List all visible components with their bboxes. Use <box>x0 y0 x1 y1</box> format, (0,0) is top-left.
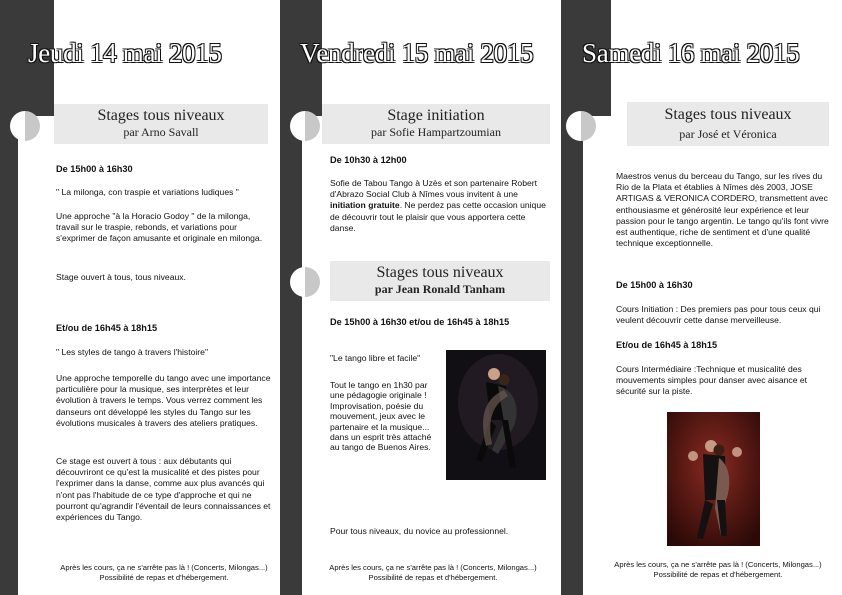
panel1-footer <box>30 563 298 583</box>
panel1-para3: Une approche temporelle du tango avec une importance particulière pour la musique, ses interprètes et leur évolution à travers le temps. Vous verrez comment les danseurs ont développé les styles du Tango sur les évolutions musicales à travers des ateliers pratiques. <box>56 373 271 428</box>
panel2-para1-bold: initiation gratuite <box>330 200 400 211</box>
panel3-para2: Cours Initiation : Des premiers pas pour tous ceux qui veulent découvrir cette danse merveilleuse. <box>616 304 821 326</box>
panel2-footer <box>302 563 564 583</box>
tango-couple-photo-1 <box>446 350 546 480</box>
panel1-half-circle-icon <box>10 111 40 141</box>
panel3-header-title: Stages tous niveaux <box>664 106 792 123</box>
panel2-header <box>322 104 550 144</box>
panel2-quote: "Le tango libre et facile" <box>330 353 421 363</box>
panel3-date: Samedi 16 mai 2015 <box>582 38 800 68</box>
panel3-para1: Maestros venus du berceau du Tango, sur les rives du Rio de la Plata et établies à Nîmes dès 2003, JOSE ARTIGAS & VERONICA CORDERO, transmettent avec enthousiasme et générosité leur expérience et leur passion pour le tango argentin. Le tango qu'ils font vivre est authentique, riche de sentiment et d'une qualité technique exceptionnelle. <box>616 171 829 249</box>
panel1-time2: Et/ou de 16h45 à 18h15 <box>56 323 158 333</box>
panel3-footer <box>583 560 842 580</box>
panel3-footer-line1: Après les cours, ça ne s'arrête pas là ! (Concerts, Milongas...) <box>614 560 822 569</box>
panel2-footer-line1: Après les cours, ça ne s'arrête pas là ! (Concerts, Milongas...) <box>329 563 537 572</box>
panel2-header-title: Stage initiation <box>387 107 485 124</box>
panel2-header2-title: Stages tous niveaux <box>376 264 504 281</box>
panel3-header <box>627 102 829 146</box>
panel1-para1: Une approche "à la Horacio Godoy " de la milonga, travail sur le traspie, rebonds, et variations pour s'exprimer de façon amusante et originale en milonga. <box>56 211 263 244</box>
panel1-header-subtitle: par Arno Savall <box>123 125 199 139</box>
panel2-header2 <box>330 261 550 301</box>
panel1-header-title: Stages tous niveaux <box>97 107 225 124</box>
panel3-time2: Et/ou de 16h45 à 18h15 <box>616 340 718 350</box>
panel2-half-circle-icon <box>290 111 320 141</box>
panel3-para3: Cours Intermédiaire :Technique et musicalité des mouvements simples pour danser avec aisance et sécurité sur la piste. <box>616 364 808 397</box>
panel2-time2: De 15h00 à 16h30 et/ou de 16h45 à 18h15 <box>330 317 510 327</box>
panel3-footer-line2: Possibilité de repas et d'hébergement. <box>653 570 783 579</box>
panel1-quote1: " La milonga, con traspie et variations ludiques " <box>56 187 239 197</box>
panel1-date: Jeudi 14 mai 2015 <box>28 38 222 68</box>
panel2-para1 <box>330 178 550 234</box>
left-dark-band <box>0 0 18 595</box>
panel2-header-subtitle: par Sofie Hampartzoumian <box>371 125 501 139</box>
panel2-time1: De 10h30 à 12h00 <box>330 155 407 165</box>
panel1-footer-line2: Possibilité de repas et d'hébergement. <box>99 573 229 582</box>
panel2-para3: Pour tous niveaux, du novice au professionnel. <box>330 526 509 536</box>
panel3-time1: De 15h00 à 16h30 <box>616 280 693 290</box>
panel2-date: Vendredi 15 mai 2015 <box>300 38 534 68</box>
panel1-footer-line1: Après les cours, ça ne s'arrête pas là ! (Concerts, Milongas...) <box>60 563 268 572</box>
panel1-para4: Ce stage est ouvert à tous : aux débutants qui découvriront ce qu'est la musicalité et des pistes pour l'exprimer dans la danse, comme aux plus avancés qui n'ont pas l'habitude de ce type d'approche et qui ne pourront qu'agrandir l'éventail de leurs connaissances et expériences du Tango. <box>56 456 271 523</box>
panel2-footer-line2: Possibilité de repas et d'hébergement. <box>368 573 498 582</box>
panel3-half-circle-icon <box>566 111 596 141</box>
tango-couple-photo-2 <box>667 412 760 546</box>
panel2-para1-end: . Ne perdez pas cette occasion unique de découvrir tout le plaisir que vous apportera cette danse. <box>330 200 546 233</box>
panel2-para1-start: Sofie de Tabou Tango à Uzès et son partenaire Robert d'Abrazo Social Club à Nîmes vous invitent à une <box>330 178 538 200</box>
panel1-header <box>54 104 268 144</box>
panel2-para2: Tout le tango en 1h30 par une pédagogie originale ! Improvisation, poésie du mouvement, jeux avec le partenaire et la musique... dans un esprit très attaché au tango de Buenos Aires. <box>330 380 432 453</box>
panel2-header2-subtitle: par Jean Ronald Tanham <box>374 282 506 296</box>
panel1-quote2: " Les styles de tango à travers l'histoire" <box>56 347 208 357</box>
panel1-para2: Stage ouvert à tous, tous niveaux. <box>56 272 186 282</box>
panel1-time1: De 15h00 à 16h30 <box>56 164 133 174</box>
panel2-half-circle-icon-2 <box>290 267 320 297</box>
panel3-header-subtitle: par José et Véronica <box>679 127 777 141</box>
